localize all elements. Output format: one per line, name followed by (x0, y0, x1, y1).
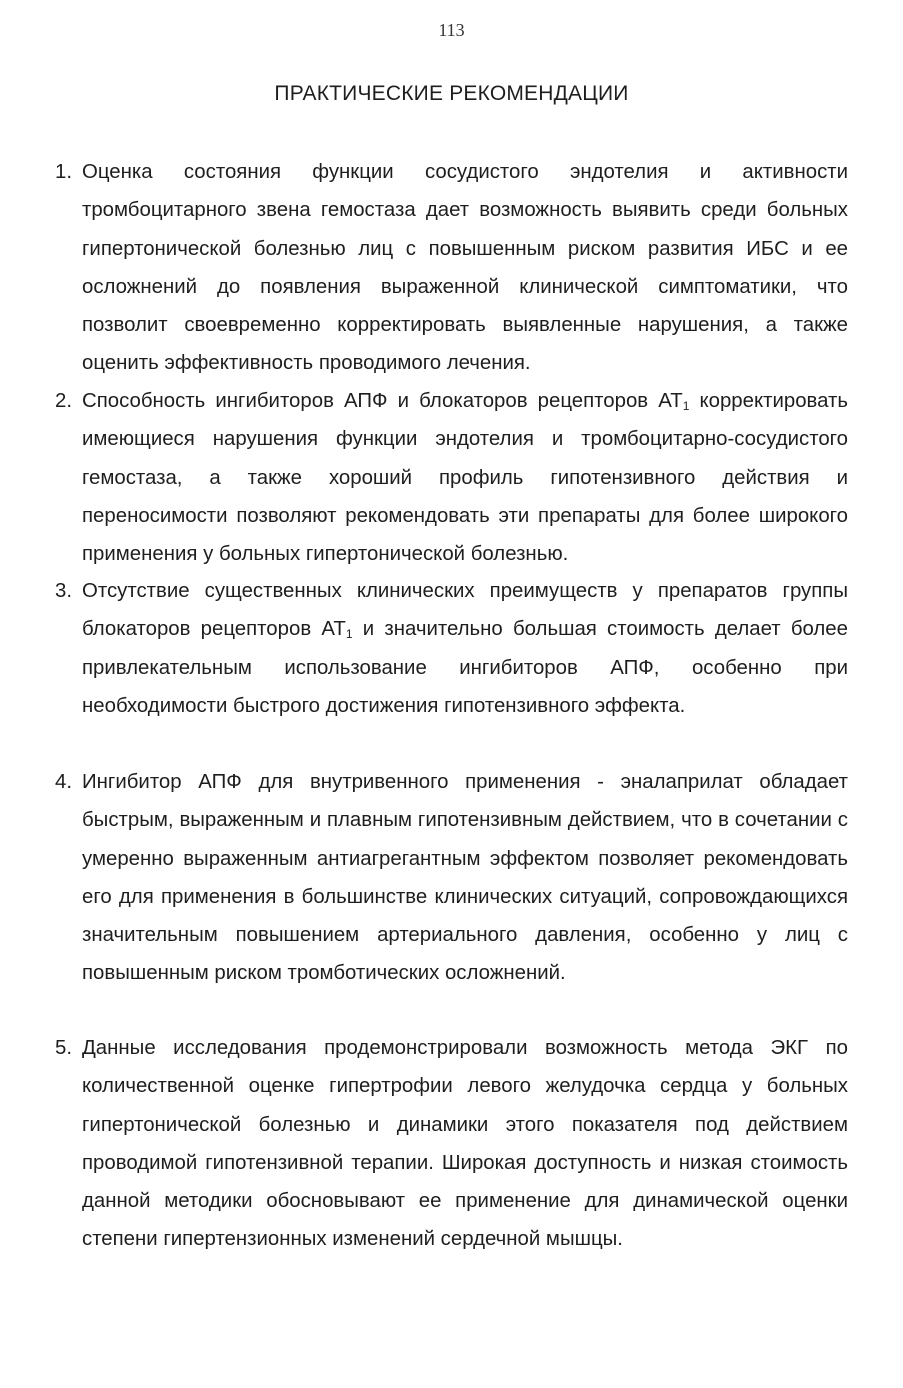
item-number: 1. (55, 161, 73, 183)
item-text: Оценка состояния функции сосудистого эндотелия и активности тромбоцитарного звена гемостаза дает возможность выявить среди больных гипертонической болезнью лиц с повышенным риском развития ИБС и ее осложнений до появления выраженной клинической симптоматики, что позволит своевременно корректировать выявленные нарушения, а также оценить эффективность проводимого лечения. (82, 161, 848, 375)
recommendation-item-3 (55, 572, 855, 725)
text-segment: и значительно большая стоимость делает более привлекательным использование ингибиторов АПФ, особенно при необходимости быстрого достижения гипотензивного эффекта. (82, 618, 848, 717)
recommendation-item-5 (55, 1029, 855, 1259)
item-text (82, 382, 848, 573)
item-number: 2. (55, 390, 73, 412)
page-number: 113 (438, 20, 465, 40)
subscript: 1 (682, 399, 690, 413)
page-title: ПРАКТИЧЕСКИЕ РЕКОМЕНДАЦИИ (274, 82, 629, 105)
text-segment: корректировать имеющиеся нарушения функции эндотелия и тромбоцитарно-сосудистого гемостаза, а также хороший профиль гипотензивного действия и переносимости позволяют рекомендовать эти препараты для более широкого применения у больных гипертонической болезнью. (82, 390, 848, 566)
text-segment: Отсутствие существенных клинических преимуществ у препаратов группы блокаторов рецепторов АТ (82, 580, 848, 641)
text-segment: Способность ингибиторов АПФ и блокаторов рецепторов АТ (82, 390, 683, 412)
recommendation-item-4 (55, 763, 855, 993)
recommendation-item-1 (55, 153, 855, 383)
recommendation-item-2 (55, 382, 855, 573)
item-number: 4. (55, 771, 73, 793)
item-text: Данные исследования продемонстрировали возможность метода ЭКГ по количественной оценке гипертрофии левого желудочка сердца у больных гипертонической болезнью и динамики этого показателя под действием проводимой гипотензивной терапии. Широкая доступность и низкая стоимость данной методики обосновывают ее применение для динамической оценки степени гипертензионных изменений сердечной мышцы. (82, 1037, 848, 1251)
item-text: Ингибитор АПФ для внутривенного применения - эналаприлат обладает быстрым, выраженным и плавным гипотензивным действием, что в сочетании с умеренно выраженным антиагрегантным эффектом позволяет рекомендовать его для применения в большинстве клинических ситуаций, сопровождающихся значительным повышением артериального давления, особенно у лиц с повышенным риском тромботических осложнений. (82, 771, 848, 985)
item-number: 3. (55, 580, 73, 602)
item-number: 5. (55, 1037, 73, 1059)
subscript: 1 (345, 627, 353, 642)
item-text (82, 572, 848, 725)
